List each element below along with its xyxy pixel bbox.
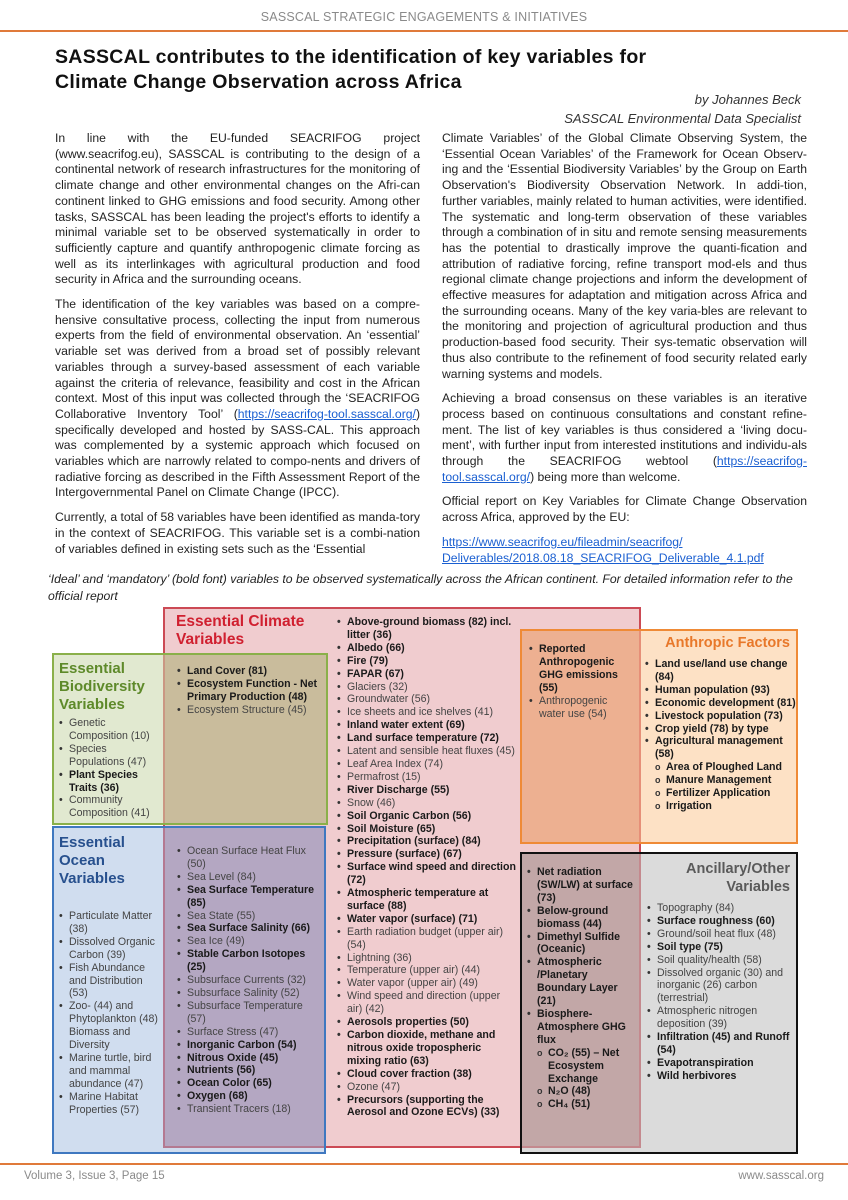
variable-item: • Ocean Surface Heat Flux (50) [176, 845, 324, 871]
variable-item: • Surface Stress (47) [176, 1026, 324, 1039]
variable-item: o CH₄ (51) [526, 1098, 638, 1111]
variable-item: • Subsurface Currents (32) [176, 974, 324, 987]
anthropic-title: Anthropic Factors [665, 635, 790, 651]
eov-title: Essential Ocean Variables [59, 834, 125, 887]
variable-item: • Species Populations (47) [58, 743, 163, 769]
variable-item: • Infiltration (45) and Runoff (54) [646, 1031, 796, 1057]
ecv-eov-variable-list [176, 845, 324, 1116]
variable-item: • Sea Surface Temperature (85) [176, 884, 324, 910]
variable-item: • Wild herbivores [646, 1070, 796, 1083]
variable-item: • Below-ground biomass (44) [526, 905, 638, 931]
variable-item: • Land Cover (81) [176, 665, 321, 678]
variable-item: o Manure Management [644, 774, 796, 787]
author-role: SASSCAL Environmental Data Specialist [564, 111, 801, 126]
ecv-anthropic-variable-list [528, 643, 636, 720]
title-line-1: SASSCAL contributes to the identification of key variables for [55, 46, 647, 68]
variable-item: • Carbon dioxide, methane and nitrous oxide tropospheric mixing ratio (63) [336, 1029, 516, 1068]
paragraph: Currently, a total of 58 variables have been identified as manda-tory in the context of SEACRIFOG. This variable set is a combi-nation of variables defined in existing sets such as the ‘Essential [55, 510, 420, 556]
ecv-variable-list [336, 616, 516, 1119]
variable-item: • Ocean Color (65) [176, 1077, 324, 1090]
variable-item: • Permafrost (15) [336, 771, 516, 784]
footer-website: www.sasscal.org [738, 1170, 824, 1182]
footer-rule [0, 1163, 848, 1165]
variable-item: • Zoo- (44) and Phytoplankton (48) Biomass and Diversity [58, 1000, 163, 1052]
variable-item: • Fire (79) [336, 655, 516, 668]
variable-item: • Land use/land use change (84) [644, 658, 796, 684]
official-report-link[interactable]: https://www.seacrifog.eu/fileadmin/seacrifog/ Deliverables/2018.08.18_SEACRIFOG_Deliverable_4.1.pdf [442, 534, 764, 565]
right-column [442, 131, 807, 575]
variable-item: • Surface wind speed and direction (72) [336, 861, 516, 887]
variable-item: • Ecosystem Function - Net Primary Production (48) [176, 678, 321, 704]
variable-item: • Particulate Matter (38) [58, 910, 163, 936]
paragraph: Climate Variables’ of the Global Climate Observing System, the ‘Essential Ocean Variables’ of the Framework for Ocean Observ-ing and the ‘Essential Biodiversity Variables’ by the Group on Earth Observation's Biodiversity Observation Network. In addi-tion, further variables, mainly related to human activities, were identified. The systematic and long-term observation of these variables through a combination of in situ and remote sensing measurements has the potential to drastically improve the quanti-fication and attribution of radiative forcing, refine transport mod-els and thus regional climate change projections and inform the development of effective measures for adaptation and mitigation across Africa and the surrounding oceans. Many of the key varia-bles are relevant to the monitoring and projection of agricultural production and thus production-based food security. Their sys-tematic observation will thus also contribute to the refinement of food security related early warning systems and models. [442, 131, 807, 381]
variable-item: • Wind speed and direction (upper air) (42) [336, 990, 516, 1016]
paragraph: The identification of the key variables was based on a compre-hensive consultative process, collecting the input from numerous experts from the field of environmental observation. An ‘essential’ variable set was derived from a broad set of possibly relevant variables through a survey-based assessment of each variable against the criteria of relevance, feasibility and cost in the African context. Most of this input was collected through the ‘SEACRIFOG Collaborative Inventory Tool’ (https://seacrifog-tool.sasscal.org/) specifically developed and hosted by SASS-CAL. This approach was complemented by a systemic approach which focused on variables which are narrowly related to compo-nents and drivers of radiative forcing as described in the Fifth Assessment Report of the Intergovernmental Panel on Climate Change (IPCC). [55, 297, 420, 500]
variable-item: • Atmospheric nitrogen deposition (39) [646, 1005, 796, 1031]
variable-item: • Oxygen (68) [176, 1090, 324, 1103]
variable-item: • Community Composition (41) [58, 794, 163, 820]
variable-item: • Human population (93) [644, 684, 796, 697]
ancillary-title: Ancillary/Other Variables [686, 861, 790, 895]
variable-item: • FAPAR (67) [336, 668, 516, 681]
ebv-variable-list [58, 717, 163, 820]
variable-item: • Ground/soil heat flux (48) [646, 928, 796, 941]
variable-item: • Atmospheric /Planetary Boundary Layer (21) [526, 956, 638, 1008]
ecv-ancillary-variable-list [526, 866, 638, 1111]
variable-item: • Plant Species Traits (36) [58, 769, 163, 795]
variable-item: • Soil type (75) [646, 941, 796, 954]
variable-item: • Nutrients (56) [176, 1064, 324, 1077]
variable-item: • Precursors (supporting the Aerosol and Ozone ECVs) (33) [336, 1094, 516, 1120]
variable-item: • Subsurface Salinity (52) [176, 987, 324, 1000]
variable-item: • Economic development (81) [644, 697, 796, 710]
ancillary-variable-list [646, 902, 796, 1083]
variable-item: • Earth radiation budget (upper air) (54) [336, 926, 516, 952]
variable-item: • Temperature (upper air) (44) [336, 964, 516, 977]
variable-item: • River Discharge (55) [336, 784, 516, 797]
paragraph: In line with the EU-funded SEACRIFOG project (www.seacrifog.eu), SASSCAL is contributing to the design of a continental network of research infrastructures for the monitoring of climate change and other environmental changes on the Afri-can continent linked to GHG emissions and food security. Among other tasks, SASSCAL has been leading the project's efforts to identify a minimal variable set to be observed systematically in order to sufficiently capture and quantify anthropogenic climate forcing as well as its interlinkages with agricultural production and food security in Africa and the surrounding oceans. [55, 131, 420, 287]
byline [564, 90, 801, 128]
variable-item: • Dimethyl Sulfide (Oceanic) [526, 931, 638, 957]
variable-item: • Dissolved Organic Carbon (39) [58, 936, 163, 962]
seacrifog-tool-link[interactable]: https://seacrifog-tool.sasscal.org/ [237, 406, 416, 421]
ebv-title: Essential Biodiversity Variables [59, 660, 145, 713]
variable-item: o Fertilizer Application [644, 787, 796, 800]
variable-item: • Transient Tracers (18) [176, 1103, 324, 1116]
variable-item: • Pressure (surface) (67) [336, 848, 516, 861]
variable-item: • Aerosols properties (50) [336, 1016, 516, 1029]
variable-item: • Latent and sensible heat fluxes (45) [336, 745, 516, 758]
variable-item: • Sea Level (84) [176, 871, 324, 884]
variable-item: • Subsurface Temperature (57) [176, 1000, 324, 1026]
variable-item: o Area of Ploughed Land [644, 761, 796, 774]
variable-item: • Topography (84) [646, 902, 796, 915]
variable-item: • Soil Moisture (65) [336, 823, 516, 836]
variable-item: • Surface roughness (60) [646, 915, 796, 928]
variable-item: • Lightning (36) [336, 952, 516, 965]
ecv-title: Essential Climate Variables [176, 613, 305, 648]
variable-item: • Water vapor (upper air) (49) [336, 977, 516, 990]
seacrifog-webtool-link[interactable]: https://seacrifog-tool.sasscal.org/ [442, 454, 807, 484]
variable-item: • Inorganic Carbon (54) [176, 1039, 324, 1052]
variable-item: o CO₂ (55) – Net Ecosystem Exchange [526, 1047, 638, 1086]
variable-item: • Inland water extent (69) [336, 719, 516, 732]
variable-item: • Albedo (66) [336, 642, 516, 655]
variable-item: • Sea State (55) [176, 910, 324, 923]
variable-item: • Leaf Area Index (74) [336, 758, 516, 771]
variable-item: • Precipitation (surface) (84) [336, 835, 516, 848]
figure-caption: ‘Ideal’ and ‘mandatory’ (bold font) variables to be observed systematically across the African continent. For detailed information refer to the official report [48, 572, 793, 603]
variable-item: • Soil Organic Carbon (56) [336, 810, 516, 823]
left-column [55, 131, 420, 566]
variable-item: • Anthropogenic water use (54) [528, 695, 636, 721]
variable-item: o N₂O (48) [526, 1085, 638, 1098]
variable-item: • Soil quality/health (58) [646, 954, 796, 967]
variable-item: • Ecosystem Structure (45) [176, 704, 321, 717]
variable-item: • Stable Carbon Isotopes (25) [176, 948, 324, 974]
ecv-ebv-variable-list [176, 665, 321, 717]
title-line-2: Climate Change Observation across Africa [55, 71, 462, 93]
variable-item: • Sea Surface Salinity (66) [176, 922, 324, 935]
variable-item: • Dissolved organic (30) and inorganic (26) carbon (terrestrial) [646, 967, 796, 1006]
variable-item: • Glaciers (32) [336, 681, 516, 694]
variable-item: • Marine turtle, bird and mammal abundance (47) [58, 1052, 163, 1091]
variable-item: • Nitrous Oxide (45) [176, 1052, 324, 1065]
footer-issue-info: Volume 3, Issue 3, Page 15 [24, 1170, 165, 1182]
paragraph: Achieving a broad consensus on these variables is an iterative process based on continuous consultations and constant refine-ment. The list of key variables is thus considered a ‘living docu-ment’, with further input from interested institutions and individu-als through the SEACRIFOG webtool (https://seacrifog-tool.sasscal.org/) being more than welcome. [442, 391, 807, 484]
variable-item: • Atmospheric temperature at surface (88) [336, 887, 516, 913]
variable-item: • Livestock population (73) [644, 710, 796, 723]
variable-item: • Genetic Composition (10) [58, 717, 163, 743]
variable-item: o Irrigation [644, 800, 796, 813]
variable-item: • Groundwater (56) [336, 693, 516, 706]
variable-item: • Ice sheets and ice shelves (41) [336, 706, 516, 719]
variable-item: • Crop yield (78) by type [644, 723, 796, 736]
anthropic-variable-list [644, 658, 796, 813]
running-header: SASSCAL STRATEGIC ENGAGEMENTS & INITIATIVES [260, 10, 588, 24]
variable-item: • Reported Anthropogenic GHG emissions (55) [528, 643, 636, 695]
report-link-paragraph [442, 535, 807, 566]
variable-item: • Land surface temperature (72) [336, 732, 516, 745]
variable-item: • Net radiation (SW/LW) at surface (73) [526, 866, 638, 905]
variable-item: • Agricultural management (58) [644, 735, 796, 761]
header-rule [0, 30, 848, 32]
article-title [55, 45, 815, 95]
variable-item: • Sea Ice (49) [176, 935, 324, 948]
variable-item: • Ozone (47) [336, 1081, 516, 1094]
variable-item: • Snow (46) [336, 797, 516, 810]
variable-item: • Marine Habitat Properties (57) [58, 1091, 163, 1117]
variable-item: • Biosphere-Atmosphere GHG flux [526, 1008, 638, 1047]
variable-item: • Water vapor (surface) (71) [336, 913, 516, 926]
author-name: by Johannes Beck [694, 92, 801, 107]
variable-item: • Cloud cover fraction (38) [336, 1068, 516, 1081]
eov-variable-list [58, 910, 163, 1117]
variable-item: • Above-ground biomass (82) incl. litter (36) [336, 616, 516, 642]
variable-item: • Evapotranspiration [646, 1057, 796, 1070]
variable-item: • Fish Abundance and Distribution (53) [58, 962, 163, 1001]
paragraph: Official report on Key Variables for Climate Change Observation across Africa, approved by the EU: [442, 494, 807, 525]
